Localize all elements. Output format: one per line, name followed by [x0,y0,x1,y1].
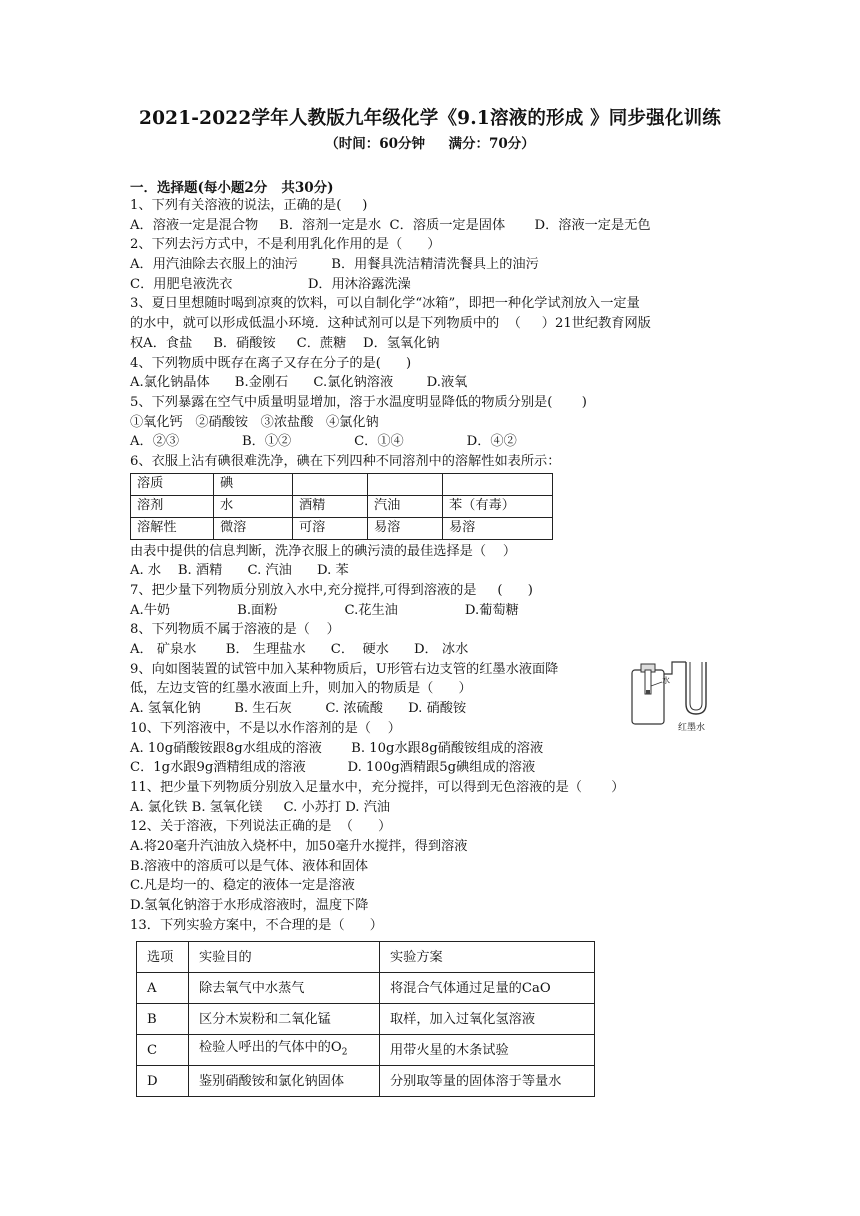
table-cell: D [137,1066,189,1097]
table-header-row [137,942,595,973]
table-cell: 酒精 [293,495,368,517]
page-title: 2021-2022学年人教版九年级化学《9.1溶液的形成 》同步强化训练 [139,108,721,129]
page-subtitle: （时间：60分钟 满分：70分） [325,136,535,152]
u-tube-shape [686,662,706,714]
question-10: 10、下列溶液中，不是以水作溶剂的是（ ） [130,720,401,736]
connector-tube [664,662,686,674]
question-7-options: A.牛奶 B.面粉 C.花生油 D.葡萄糖 [130,602,519,618]
u-tube-apparatus-figure [624,656,724,736]
table-cell [368,473,443,495]
table-cell [443,473,553,495]
table-row [131,495,553,517]
table-cell: A [137,973,189,1004]
table-cell: 溶质 [131,473,214,495]
table-row [137,1004,595,1035]
table-row [137,1066,595,1097]
table-cell: 鉴别硝酸铵和氯化钠固体 [189,1066,380,1097]
section-heading: 一．选择题(每小题2分 共30分) [130,180,334,196]
question-12-option-b: B.溶液中的溶质可以是气体、液体和固体 [130,858,369,874]
question-2: 2、下列去污方式中，不是利用乳化作用的是（ ） [130,237,441,253]
question-6: 6、衣服上沾有碘很难洗净，碘在下列四种不同溶剂中的溶解性如表所示： [130,453,561,469]
question-5-options: A．②③ B．①② C．①④ D．④② [130,434,517,450]
table-row [137,973,595,1004]
question-12-option-a: A.将20毫升汽油放入烧杯中，加50毫升水搅拌，得到溶液 [130,838,468,854]
question-6-judgement: 由表中提供的信息判断，洗净衣服上的碘污渍的最佳选择是（ ） [130,543,517,559]
question-10-options-cd: C．1g水跟9g酒精组成的溶液 D. 100g酒精跟5g碘组成的溶液 [130,760,536,776]
question-12-option-c: C.凡是均一的、稳定的液体一定是溶液 [130,878,355,894]
table-cell [293,473,368,495]
solubility-table [130,473,553,540]
table-cell: 可溶 [293,517,368,539]
question-1-options: A．溶液一定是混合物 B．溶剂一定是水 C．溶质一定是固体 D．溶液一定是无色 [130,217,651,233]
u-tube-inner [690,662,702,710]
table-cell: C [137,1035,189,1066]
question-9-line-2: 低，左边支管的红墨水液面上升，则加入的物质是（ ） [130,681,472,697]
question-13: 13．下列实验方案中，不合理的是（ ） [130,917,383,933]
question-8: 8、下列物质不属于溶液的是（ ） [130,622,340,638]
question-11-options: A. 氯化铁 B. 氢氧化镁 C. 小苏打 D. 汽油 [130,799,391,815]
question-5-list: ①氧化钙 ②硝酸铵 ③浓盐酸 ④氯化钠 [130,414,379,430]
table-header-cell: 选项 [137,942,189,973]
experiment-table [136,941,595,1097]
question-10-options-ab: A. 10g硝酸铵跟8g水组成的溶液 B. 10g水跟8g硝酸铵组成的溶液 [130,740,544,756]
question-3-line-2: 的水中，就可以形成低温小环境．这种试剂可以是下列物质中的 （ ）21世纪教育网版 [130,316,651,332]
liquid-shape [646,690,650,694]
question-2-options-cd: C．用肥皂液洗衣 D．用沐浴露洗澡 [130,276,411,292]
table-header-cell: 实验方案 [380,942,595,973]
table-cell: 水 [214,495,293,517]
question-1: 1、下列有关溶液的说法，正确的是( ) [130,198,368,213]
table-cell: 苯（有毒） [443,495,553,517]
table-cell: 将混合气体通过足量的CaO [380,973,595,1004]
water-label: 水 [662,676,670,685]
table-cell: 溶解性 [131,517,214,539]
table-cell: 用带火星的木条试验 [380,1035,595,1066]
table-cell: 碘 [214,473,293,495]
table-row [131,517,553,539]
question-12: 12、关于溶液，下列说法正确的是 （ ） [130,819,392,835]
table-cell: 微溶 [214,517,293,539]
question-9-options: A. 氢氧化钠 B. 生石灰 C. 浓硫酸 D. 硝酸铵 [130,701,467,717]
question-7: 7、把少量下列物质分别放入水中,充分搅拌,可得到溶液的是 ( ) [130,583,533,598]
table-row [137,1035,595,1066]
question-2-options-ab: A．用汽油除去衣服上的油污 B．用餐具洗洁精清洗餐具上的油污 [130,257,539,273]
question-12-option-d: D.氢氧化钠溶于水形成溶液时，温度下降 [130,898,369,913]
table-cell: 汽油 [368,495,443,517]
question-4-options: A.氯化钠晶体 B.金刚石 C.氯化钠溶液 D.液氧 [130,375,468,391]
question-list [130,196,740,1097]
question-8-options: A． 矿泉水 B． 生理盐水 C． 硬水 D． 冰水 [130,642,469,658]
question-6-options: A. 水 B. 酒精 C. 汽油 D. 苯 [130,563,349,579]
question-3-line-3: 权A．食盐 B．硝酸铵 C．蔗糖 D．氢氧化钠 [130,335,440,351]
table-row [131,473,553,495]
table-cell: 除去氧气中水蒸气 [189,973,380,1004]
table-cell [189,1035,380,1066]
question-3-line-1: 3、夏日里想随时喝到凉爽的饮料，可以自制化学“冰箱”，即把一种化学试剂放入一定量 [130,296,640,312]
table-cell: B [137,1004,189,1035]
question-11: 11、把少量下列物质分别放入足量水中，充分搅拌，可以得到无色溶液的是（ ） [130,779,625,795]
cell-text: 检验人呼出的气体中的O [199,1039,342,1055]
question-4: 4、下列物质中既存在离子又存在分子的是( ) [130,355,412,371]
table-cell: 取样，加入过氧化氢溶液 [380,1004,595,1035]
table-header-cell: 实验目的 [189,942,380,973]
red-ink-caption: 红墨水 [678,722,706,732]
table-cell: 溶剂 [131,495,214,517]
question-5: 5、下列暴露在空气中质量明显增加，溶于水温度明显降低的物质分别是( ) [130,394,587,410]
question-9-line-1: 9、向如图装置的试管中加入某种物质后，U形管右边支管的红墨水液面降 [130,661,559,677]
pointer-line [651,682,662,686]
table-cell: 分别取等量的固体溶于等量水 [380,1066,595,1097]
table-cell: 易溶 [443,517,553,539]
table-cell: 易溶 [368,517,443,539]
subscript-2: 2 [341,1047,348,1058]
table-cell: 区分木炭粉和二氧化锰 [189,1004,380,1035]
